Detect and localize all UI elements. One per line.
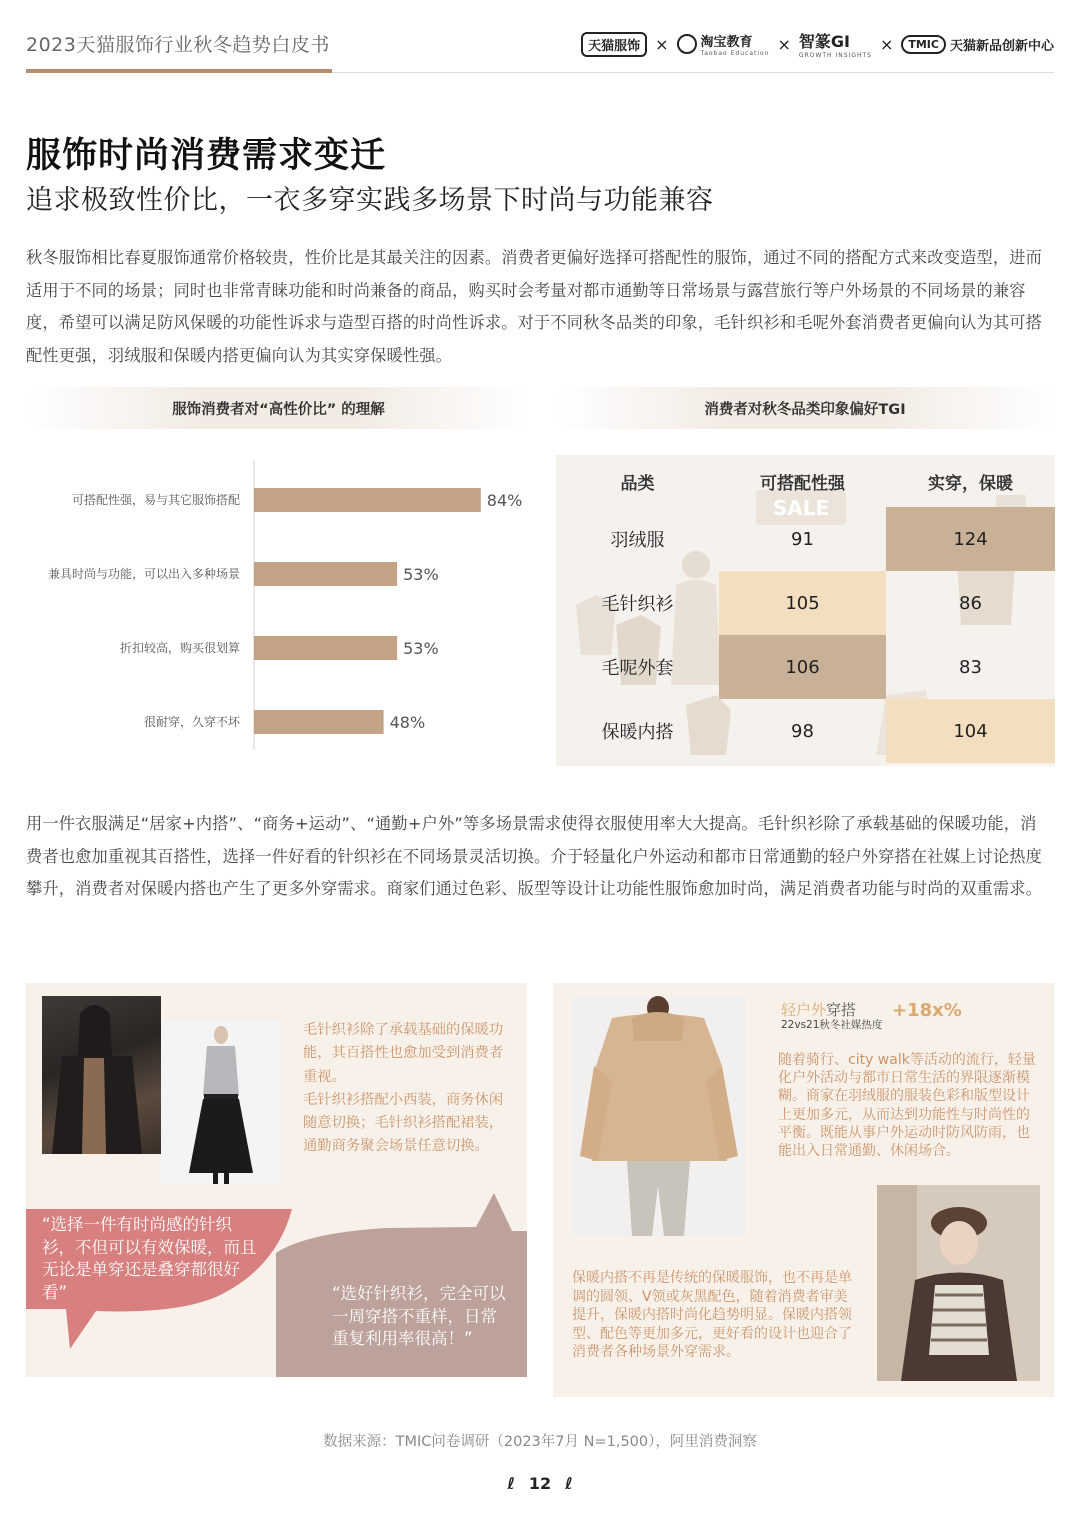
tgi-matchable-cell: 91 (791, 528, 814, 550)
tgi-table-body (556, 507, 1055, 763)
tgi-matchable-cell: 98 (791, 720, 814, 742)
keyword-subtitle: 22vs21秋冬社媒热度 (781, 1019, 883, 1031)
tgi-category-cell: 毛针织衫 (601, 594, 674, 615)
bar-value-label: 53% (403, 565, 439, 584)
logo-growth-insights-sub: GROWTH INSIGHTS (798, 52, 872, 59)
tgi-table-panel (556, 455, 1055, 766)
tgi-row (556, 571, 1055, 635)
section-header-value-understanding (26, 387, 531, 429)
light-outdoor-description: 随着骑行、city walk等活动的流行，轻量化户外活动与都市日常生活的界限逐渐模糊。商家在羽绒服的服装色彩和版型设计上更加多元，从而达到功能性与时尚性的平衡。既能从事户外运动时防风防雨，也能出入日常通勤、休闲场合。 (778, 1052, 1036, 1160)
keyword-rest: 穿搭 (826, 1001, 857, 1019)
logo-tmall-fashion (581, 32, 647, 57)
bar-value-label: 84% (486, 491, 523, 510)
growth-figure: +18x% (892, 1000, 962, 1021)
pager-left-mark: ℓ (507, 1474, 515, 1493)
tgi-row (556, 635, 1055, 699)
tgi-category-cell: 毛呢外套 (601, 658, 674, 679)
bar (254, 710, 384, 734)
bar-category-label: 兼具时尚与功能，可以出入多种场景 (47, 567, 240, 581)
separator-x-icon: × (879, 34, 894, 54)
tgi-matchable-cell: 106 (719, 635, 886, 699)
knitwear-blazer-photo (42, 996, 161, 1154)
knitwear-description: 毛针织衫除了承载基础的保暖功能，其百搭性也愈加受到消费者重视。 毛针织衫搭配小西装，商务休闲随意切换；毛针织衫搭配裙装，通勤商务聚会场景任意切换。 (303, 1022, 504, 1155)
puffer-jacket-photo (572, 996, 745, 1236)
sale-sign-text: SALE (772, 496, 830, 520)
page-number (0, 1474, 1080, 1493)
taobao-circle-icon (677, 34, 697, 54)
logo-tmall-fashion-text: 天猫服饰 (581, 32, 647, 57)
tgi-header-category: 品类 (620, 473, 655, 494)
keyword-accent: 轻户外 (781, 1001, 827, 1019)
knitwear-skirt-photo (161, 1021, 280, 1184)
logo-growth-insights-text: 智篆GI (798, 32, 851, 51)
logo-growth-insights (799, 29, 872, 59)
pager-right-mark: ℓ (565, 1474, 573, 1493)
knitwear-panel (26, 983, 527, 1377)
separator-x-icon: × (777, 34, 791, 54)
bar-category-label: 可搭配性强，易与其它服饰搭配 (71, 493, 240, 507)
logo-taobao-education-text: 淘宝教育 (700, 35, 753, 50)
bar-category-label: 很耐穿，久穿不坏 (143, 715, 240, 729)
bar (254, 562, 397, 586)
page-title: 服饰时尚消费需求变迁 (26, 136, 387, 176)
quote-2-text: “选好针织衫，完全可以一周穿搭不重样，日常重复利用率很高！” (332, 1284, 506, 1348)
tgi-matchable-cell: 105 (719, 571, 886, 635)
partner-logos (581, 30, 1054, 58)
bar-chart-svg (26, 455, 531, 755)
logo-tmic-mark: TMIC (901, 35, 946, 54)
bar-value-label: 53% (403, 639, 439, 658)
logo-tmic (901, 35, 1054, 54)
thermal-innerwear-description: 保暖内搭不再是传统的保暖服饰，也不再是单调的圆领、V领或灰黑配色，随着消费者审美提升，保暖内搭时尚化趋势明显。保暖内搭领型、配色等更加多元，更好看的设计也迎合了消费者各种场景外穿需求。 (572, 1270, 852, 1361)
tgi-table (556, 455, 1055, 763)
tgi-category-cell: 保暖内搭 (601, 722, 674, 743)
tgi-row (556, 507, 1055, 571)
tgi-header-row (556, 455, 1055, 507)
section-header-left-text: 服饰消费者对“高性价比” 的理解 (172, 401, 385, 418)
multi-scene-paragraph: 用一件衣服满足“居家+内搭”、“商务+运动”、“通勤+户外”等多场景需求使得衣服使用率大大提高。毛针织衫除了承载基础的保暖功能，消费者也愈加重视其百搭性，选择一件好看的针织衫在不同场景灵活切换。介于轻量化户外运动和都市日常通勤的轻户外穿搭在社媒上讨论热度攀升，消费者对保暖内搭也产生了更多外穿需求。商家们通过色彩、版型等设计让功能性服饰愈加时尚，满足消费者功能与时尚的双重需求。 (26, 814, 1043, 898)
page-number-text: 12 (528, 1474, 552, 1493)
report-title: 2023天猫服饰行业秋冬趋势白皮书 (26, 34, 330, 56)
tgi-row (556, 699, 1055, 763)
bar (254, 636, 397, 660)
tgi-header-matchable: 可搭配性强 (760, 473, 845, 494)
tgi-warmth-cell: 104 (886, 699, 1055, 763)
value-bar-chart (26, 455, 531, 755)
bar-value-label: 48% (389, 713, 426, 732)
logo-tmic-text: 天猫新品创新中心 (949, 38, 1054, 54)
tgi-warmth-cell: 83 (959, 656, 982, 678)
separator-x-icon: × (655, 34, 669, 54)
bar-category-label: 折扣较高，购买很划算 (119, 641, 240, 655)
light-outdoor-panel (553, 983, 1054, 1397)
page-subtitle: 追求极致性价比，一衣多穿实践多场景下时尚与功能兼容 (26, 185, 714, 216)
section-header-right-text: 消费者对秋冬品类印象偏好TGI (704, 401, 906, 418)
intro-paragraph: 秋冬服饰相比春夏服饰通常价格较贵，性价比是其最关注的因素。消费者更偏好选择可搭配性的服饰，通过不同的搭配方式来改变造型，进而适用于不同的场景；同时也非常青睐功能和时尚兼备的商品，购买时会考量对都市通勤等日常场景与露营旅行等户外场景的不同场景的兼容度，希望可以满足防风保暖的功能性诉求与造型百搭的时尚性诉求。对于不同秋冬品类的印象，毛针织衫和毛呢外套消费者更偏向认为其可搭配性更强，羽绒服和保暖内搭更偏向认为其实穿保暖性强。 (26, 248, 1043, 365)
tgi-header-warmth: 实穿，保暖 (928, 473, 1013, 494)
tgi-warmth-cell: 124 (886, 507, 1055, 571)
bar (254, 488, 481, 512)
knit-vest-photo (877, 1185, 1040, 1381)
quote-1-text: “选择一件有时尚感的针织衫，不但可以有效保暖，而且无论是单穿还是叠穿都很好看” (42, 1215, 257, 1302)
tgi-category-cell: 羽绒服 (610, 530, 665, 551)
logo-taobao-education (677, 31, 770, 57)
tgi-warmth-cell: 86 (959, 592, 982, 614)
section-header-tgi (555, 387, 1055, 429)
data-source-note: 数据来源：TMIC问卷调研（2023年7月 N=1,500），阿里消费洞察 (323, 1434, 757, 1450)
logo-taobao-education-sub: Taobao Education (700, 50, 770, 57)
header-accent-line (26, 69, 332, 73)
